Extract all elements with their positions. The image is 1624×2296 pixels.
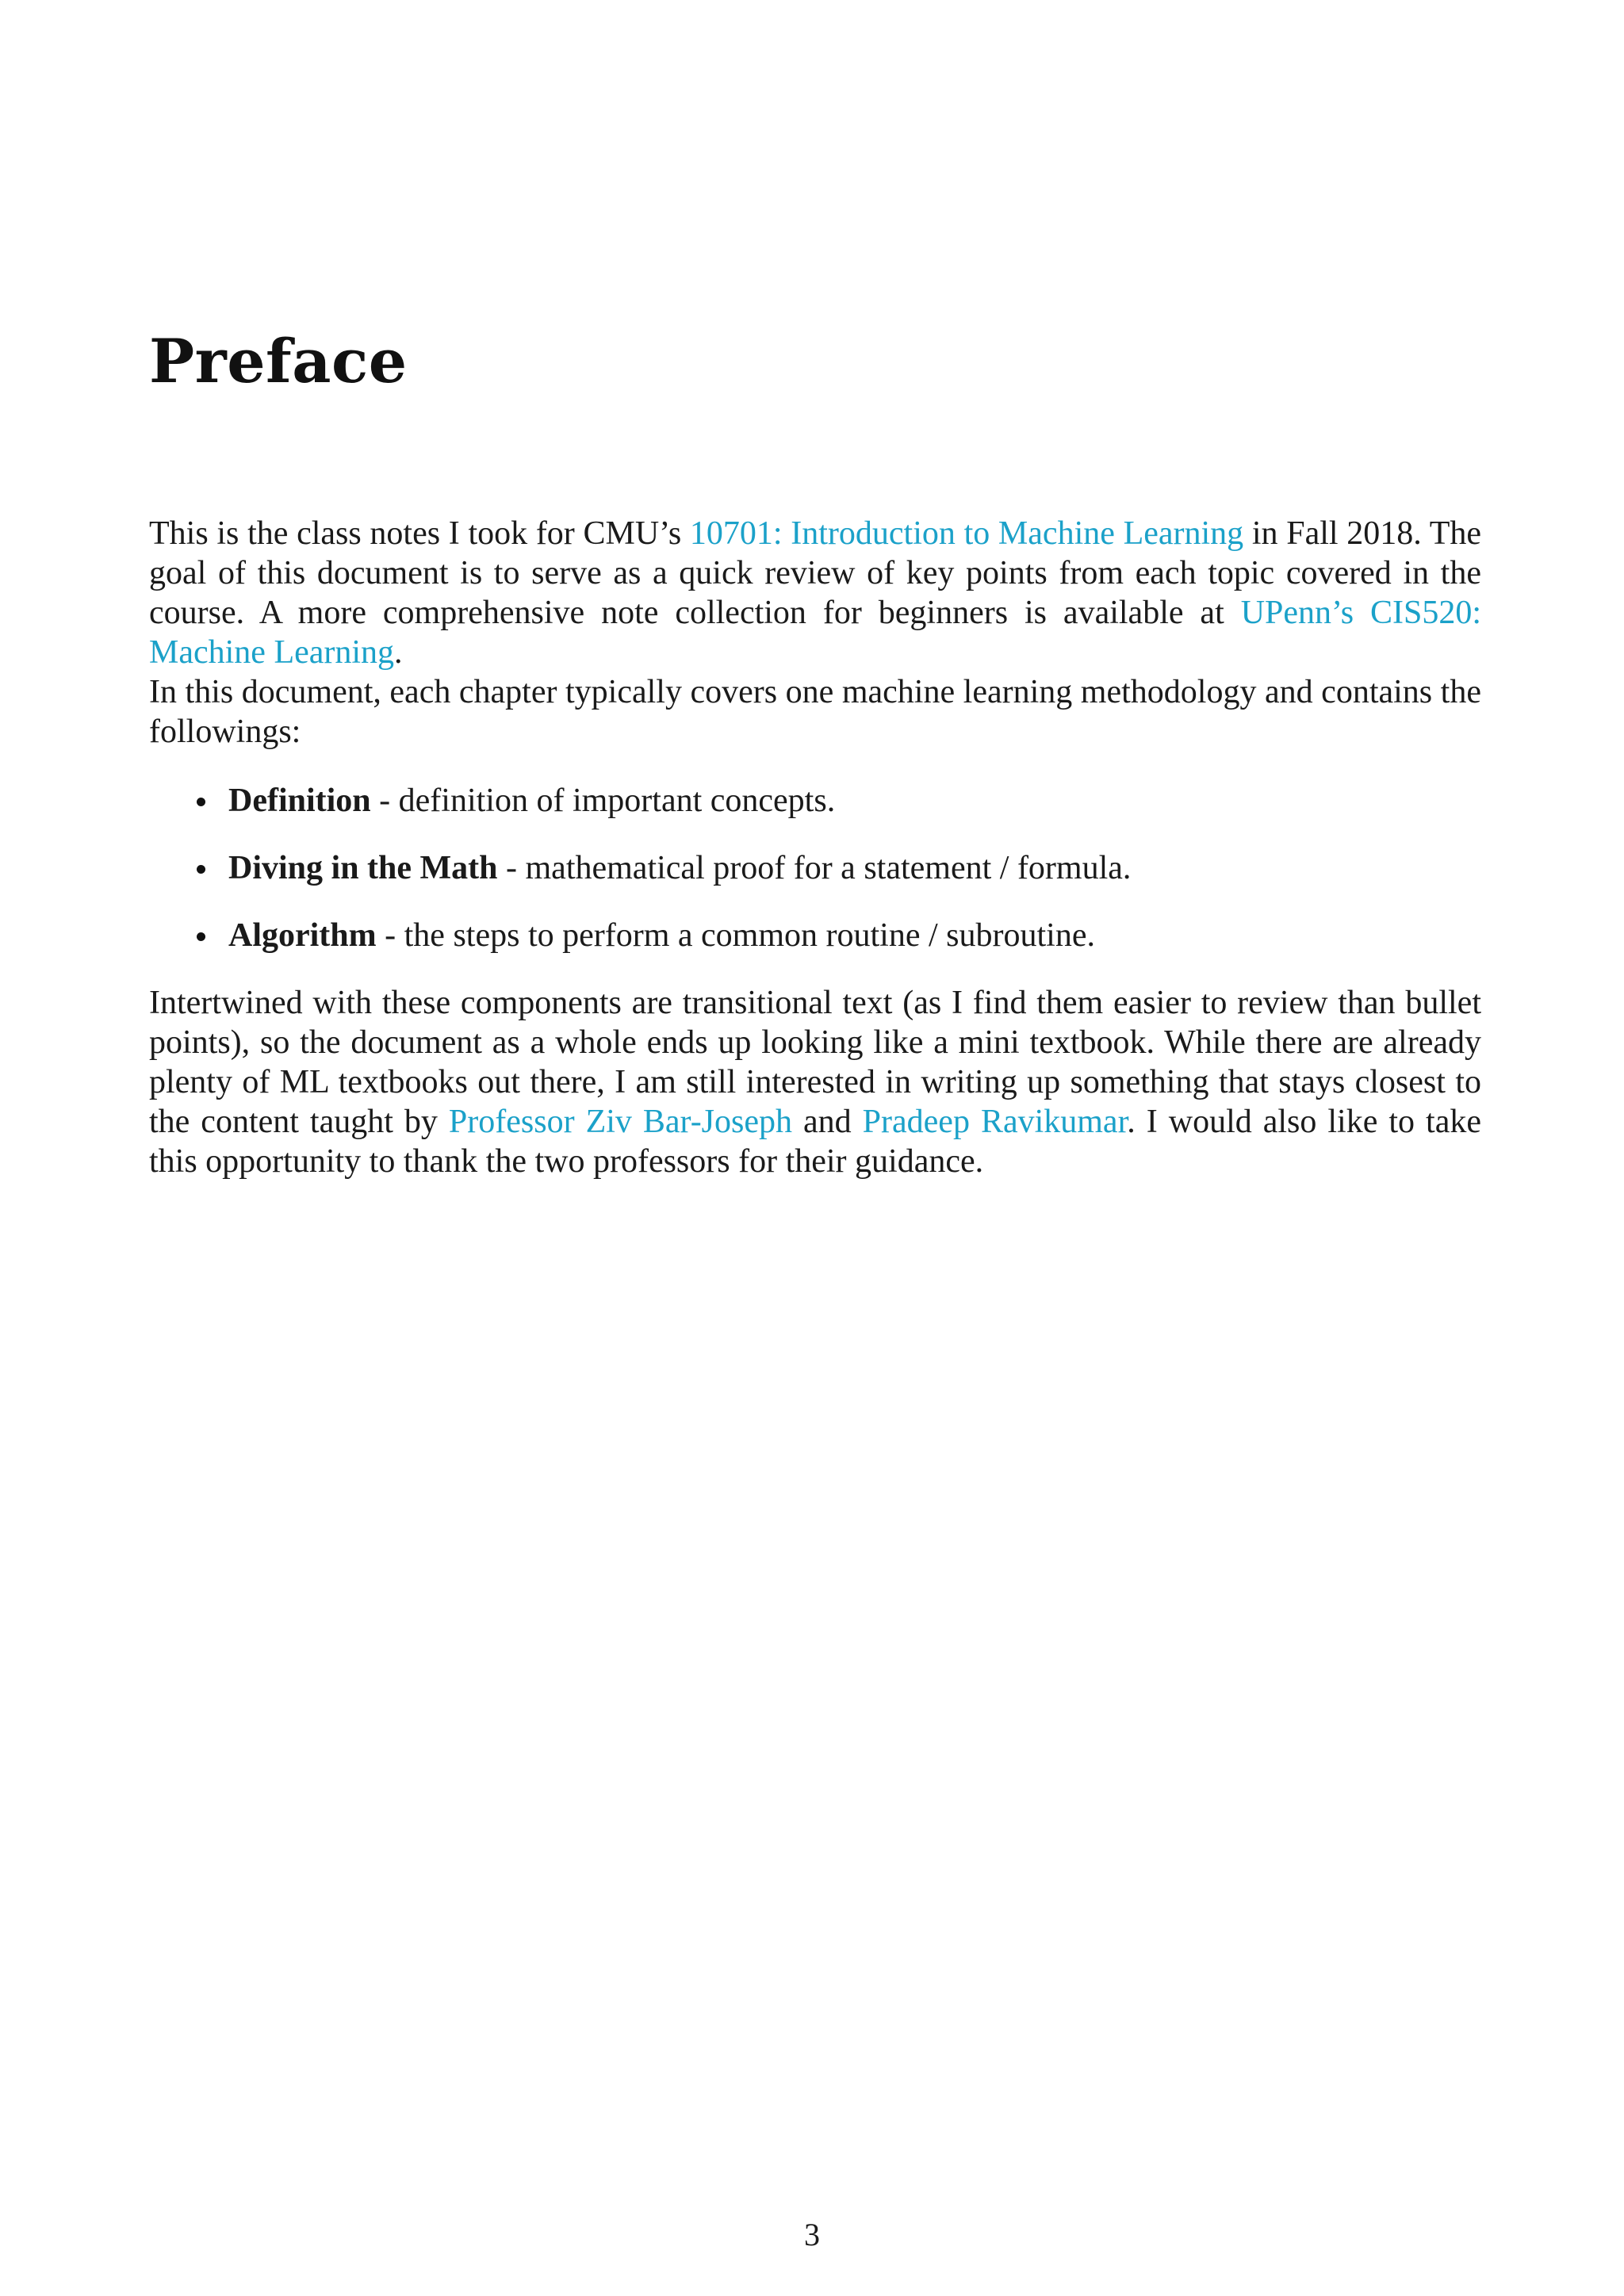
course-link[interactable]: 10701: Introduction to Machine Learning: [689, 515, 1244, 552]
professor-ravikumar-link[interactable]: Pradeep Ravikumar: [862, 1104, 1128, 1140]
intro-paragraph: [149, 514, 1481, 672]
intro-text-start: This is the class notes I took for CMU’s: [149, 515, 690, 552]
component-description: - mathematical proof for a statement / formula.: [497, 850, 1132, 886]
bullet-icon: [197, 865, 205, 874]
closing-section: [149, 983, 1481, 1181]
components-list: [149, 781, 1481, 983]
component-description: - the steps to perform a common routine / subroutine.: [376, 917, 1095, 954]
component-term: Algorithm: [228, 917, 377, 954]
closing-text-start: Intertwined with these components are transitional text (as I find them easier to review than bullet points), so the document as a whole ends up looking like a mini textbook. While there are already plenty of ML textbooks out there, I am still interested in writing up something that stays closest to the content taught by: [149, 985, 1481, 1140]
closing-text-and: and: [792, 1104, 863, 1140]
component-term: Definition: [228, 783, 371, 819]
professor-bar-joseph-link[interactable]: Professor Ziv Bar-Joseph: [448, 1104, 793, 1140]
chapter-title: Preface: [149, 326, 408, 396]
page-number: 3: [804, 2217, 820, 2252]
list-item: [149, 916, 1481, 955]
list-item: [149, 848, 1481, 888]
component-term: Diving in the Math: [228, 850, 498, 886]
upenn-course-link[interactable]: UPenn’s CIS520: Machine Learning: [149, 595, 1481, 671]
list-item: [149, 781, 1481, 821]
bullet-icon: [197, 798, 205, 806]
chapter-structure-paragraph: In this document, each chapter typically covers one machine learning methodology and contains the followings:: [149, 674, 1481, 750]
intro-text-middle: in Fall 2018. The goal of this document is to serve as a quick review of key points from each topic covered in the course. A more comprehensive note collection for beginners is available at: [149, 515, 1481, 631]
intro-text-end: .: [394, 634, 403, 671]
intro-section: [149, 514, 1481, 752]
closing-text-end: . I would also like to take this opportunity to thank the two professors for their guidance.: [149, 1104, 1481, 1180]
component-description: - definition of important concepts.: [370, 783, 836, 819]
bullet-icon: [197, 932, 205, 941]
closing-paragraph: [149, 983, 1481, 1181]
